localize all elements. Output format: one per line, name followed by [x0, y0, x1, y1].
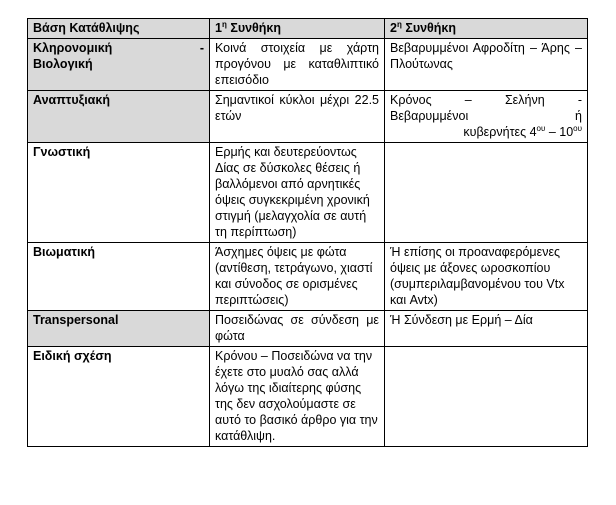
- row-basis-cognitive: Γνωστική: [28, 143, 210, 243]
- row-cond2: Βεβαρυμμένοι Αφροδίτη – Άρης – Πλούτωνας: [385, 39, 588, 91]
- row-basis-special-relation: Ειδική σχέση: [28, 347, 210, 447]
- row-cond1: Ερμής και δευτερεύοντως Δίας σε δύσκολες θέσεις ή βαλλόμενοι από αρνητικές όψεις συγκεκριμένη χρονική στιγμή (μελαγχολία σε αυτή τη περίπτωση): [210, 143, 385, 243]
- row-cond1: Κοινά στοιχεία με χάρτη προγόνου με καταθλιπτικό επεισόδιο: [210, 39, 385, 91]
- row-basis-experiential: Βιωματική: [28, 243, 210, 311]
- table-row: [28, 311, 588, 347]
- row-cond2: [385, 347, 588, 447]
- row-cond1: Άσχημες όψεις με φώτα (αντίθεση, τετράγωνο, χιαστί και σύνοδος σε ορισμένες περιπτώσεις): [210, 243, 385, 311]
- table-row: [28, 243, 588, 311]
- table-row: [28, 347, 588, 447]
- header-condition-2: $2^\eta$ Συνθήκη: [385, 19, 588, 39]
- row-basis-hereditary: Κληρονομική - Βιολογική: [28, 39, 210, 91]
- table-row: [28, 39, 588, 91]
- header-condition-1: $1^\eta$ Συνθήκη: [210, 19, 385, 39]
- row-cond2: Κρόνος – Σελήνη - Βεβαρυμμένοι ή κυβερνήτες $4^{o\upsilon} - 10^{o\upsilon}$: [385, 91, 588, 143]
- table-row: [28, 91, 588, 143]
- row-cond2: Ή επίσης οι προαναφερόμενες όψεις με άξονες ωροσκοπίου (συμπεριλαμβανομένου του Vtx και Avtx): [385, 243, 588, 311]
- table-row: [28, 143, 588, 243]
- row-cond1: Σημαντικοί κύκλοι μέχρι 22.5 ετών: [210, 91, 385, 143]
- row-cond2: Ή Σύνδεση με Ερμή – Δία: [385, 311, 588, 347]
- row-basis-developmental: Αναπτυξιακή: [28, 91, 210, 143]
- row-cond1: Κρόνου – Ποσειδώνα να την έχετε στο μυαλό σας αλλά λόγω της ιδιαίτερης φύσης της δεν ασχολούμαστε σε αυτό το βασικό άρθρο για την κατάθλιψη.: [210, 347, 385, 447]
- table-header-row: [28, 19, 588, 39]
- row-cond1: Ποσειδώνας σε σύνδεση με φώτα: [210, 311, 385, 347]
- header-basis: Βάση Κατάθλιψης: [28, 19, 210, 39]
- depression-basis-table: [27, 18, 588, 447]
- row-cond2: [385, 143, 588, 243]
- row-basis-transpersonal: Transpersonal: [28, 311, 210, 347]
